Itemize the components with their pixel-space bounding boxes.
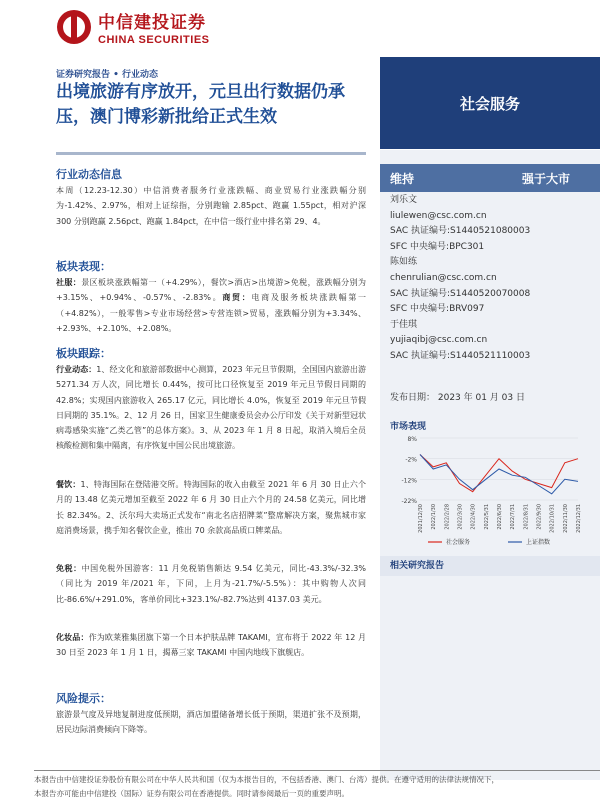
legend-label: 上证指数 <box>526 539 551 546</box>
rating-bar <box>380 164 600 192</box>
cosmetics-paragraph <box>56 630 366 661</box>
analyst-line: SAC 执证编号:S1440521080003 <box>390 226 531 237</box>
y-tick-label: -12% <box>401 477 417 485</box>
analyst-line: 陈如练 <box>390 257 418 268</box>
rating-value: 强于大市 <box>521 171 570 186</box>
travel-label: 行业动态： <box>56 365 97 374</box>
cosmetics-label: 化妆品： <box>56 633 89 642</box>
section-heading-track: 板块跟踪： <box>56 347 111 360</box>
x-tick-label: 2022/1/30 <box>431 504 438 530</box>
analyst-line: 于佳琪 <box>390 319 418 330</box>
section-heading-risk: 风险提示： <box>56 692 111 705</box>
x-tick-label: 2022/10/31 <box>549 504 556 533</box>
board-paragraph <box>56 275 366 336</box>
x-tick-label: 2022/9/30 <box>536 504 543 530</box>
analyst-line: SAC 执证编号:S1440521110003 <box>390 350 531 361</box>
analyst-line[interactable]: liulewen@csc.com.cn <box>390 210 487 221</box>
travel-text: 1、经文化和旅游部数据中心测算，2023 年元旦节假期，全国国内旅游出游 5271.34 万人次，同比增长 0.44%，按可比口径恢复至 2019 年元旦节假日同期的 42.8%；实现国内旅游收入 265.17 亿元，同比增长 4.0%，恢复至 2019 年元旦节假日同期的 35.1%。2、12 月 26 日，国家卫生健康委员会办公厅印发《关于对新型冠状病毒感染实施“乙类乙管”的总体方案》。3、从 2023 年 1 月 8 日起，取消入境后全员核酸检测和集中隔离，有序恢复中国公民出境旅游。 <box>56 365 366 451</box>
cosmetics-text: 作为欧莱雅集团旗下第一个日本护肤品牌 TAKAMI，宣布将于 2022 年 12 月 30 日至 2023 年 1 月 1 日，揭幕三家 TAKAMI 中国内地线下旗舰店。 <box>56 633 366 658</box>
y-tick-label: -2% <box>405 456 417 464</box>
dutyfree-text: 中国免税外国游客：11 月免税销售额达 9.54 亿美元，同比-43.3%/-32.3%（同比为 2019 年/2021 年，下同，上月为-21.7%/-5.5%）：其中购物人次同比-86.6%/+291.0%，客单价同比+323.1%/-82.7%达到 4137.03 美元。 <box>56 564 367 604</box>
x-tick-label: 2022/8/31 <box>523 504 530 530</box>
analyst-line[interactable]: yujiaqibj@csc.com.cn <box>390 335 488 346</box>
board-label-social: 社服： <box>56 278 82 287</box>
food-text: 1、特海国际在登陆港交所。特海国际的收入由截至 2021 年 6 月 30 日止六个月的 13.48 亿美元增加至截至 2022 年 6 月 30 日止六个月的 24.58 亿美元，同比增长 82.34%。2、沃尔玛大卖场正式发布“南北名店招牌菜”整席解决方案，聚焦城市家庭消费场景，携手知名餐饮企业，推出 70 余款高品质口牌菜品。 <box>56 480 367 535</box>
series-line <box>420 455 578 494</box>
dutyfree-paragraph <box>56 561 366 607</box>
title-divider <box>56 152 366 155</box>
x-tick-label: 2022/6/30 <box>497 504 503 530</box>
travel-paragraph <box>56 362 366 454</box>
sector-label: 社会服务 <box>380 57 600 149</box>
food-paragraph <box>56 477 366 538</box>
analyst-line: 刘乐文 <box>390 195 418 205</box>
industry-info-paragraph: 本周（12.23-12.30）中信消费者服务行业涨跌幅、商业贸易行业涨跌幅分别为-1.42%、2.97%，相对上证综指，分别跑输 2.85pct、跑赢 1.55pct，相对沪深 300 分别跑赢 2.56pct、跑赢 1.84pct，在中信一级行业中排名第 29、4。 <box>56 186 366 226</box>
footer-divider <box>34 770 600 771</box>
x-tick-label: 2022/4/30 <box>470 504 477 530</box>
x-tick-label: 2022/3/30 <box>457 504 464 530</box>
publish-date: 发布日期： 2023 年 01 月 03 日 <box>390 393 525 403</box>
x-tick-label: 2022/11/30 <box>562 504 569 533</box>
x-tick-label: 2022/7/31 <box>510 504 517 530</box>
x-tick-label: 2022/5/31 <box>483 504 490 530</box>
disclaimer-footer <box>34 773 600 801</box>
analyst-line: SFC 中央编号:BRV097 <box>390 304 485 315</box>
series-line <box>420 455 578 492</box>
analyst-line: SAC 执证编号:S1440520070008 <box>390 288 531 299</box>
chart-title: 市场表现 <box>390 422 427 432</box>
x-tick-label: 2022/12/31 <box>576 504 582 533</box>
board-text-social: 景区板块涨跌幅第一（+4.29%），餐饮>酒店>出境游>免税，涨跌幅分别为+3.15%、+0.94%、-0.57%、-2.83%。 <box>56 278 366 303</box>
x-tick-label: 2021/12/30 <box>418 504 424 533</box>
brand-name-en: CHINA SECURITIES <box>98 34 210 46</box>
risk-paragraph: 旅游景气度及异地复制进度低预期，酒店加盟储备增长低于预期，渠道扩张不及预期，居民边际消费倾向下降等。 <box>56 710 366 735</box>
x-tick-label: 2022/2/28 <box>444 504 451 530</box>
section-heading-board: 板块表现： <box>56 260 111 273</box>
disclaimer-line: 本报告亦可能由中信建投（国际）证券有限公司在香港提供。同时请参阅最后一页的重要声明。 <box>34 789 349 798</box>
dutyfree-label: 免税： <box>56 564 82 573</box>
report-title: 出境旅游有序放开，元旦出行数据仍承压，澳门博彩新批给正式生效 <box>56 82 345 127</box>
market-performance-chart <box>388 432 588 552</box>
legend-label: 社会服务 <box>446 539 471 546</box>
analyst-line: SFC 中央编号:BPC301 <box>390 241 485 252</box>
analyst-line[interactable]: chenrulian@csc.com.cn <box>390 272 497 283</box>
food-label: 餐饮： <box>56 480 81 489</box>
disclaimer-line: 本报告由中信建投证券股份有限公司在中华人民共和国（仅为本报告目的，不包括香港、澳门、台湾）提供。在遵守适用的法律法规情况下， <box>34 775 499 784</box>
board-label-trade: 商贸： <box>222 293 252 303</box>
brand-name-cn: 中信建投证券 <box>98 13 206 33</box>
breadcrumb: 证券研究报告 • 行业动态 <box>56 70 159 80</box>
related-reports-heading: 相关研究报告 <box>380 556 600 576</box>
rating-label: 维持 <box>390 171 415 186</box>
y-tick-label: -22% <box>401 498 417 505</box>
section-heading-industry-info: 行业动态信息 <box>56 168 122 181</box>
analyst-list <box>390 193 530 365</box>
brand-mark-icon <box>56 9 92 45</box>
board-text-trade: 电商及服务板块涨跌幅第一（+4.82%），一般零售>专业市场经营>专营连锁>贸易，涨跌幅分别为+3.34%、+2.93%、+2.10%、+2.08%。 <box>56 293 367 333</box>
brand-logo <box>56 8 210 46</box>
y-tick-label: 8% <box>407 436 417 443</box>
